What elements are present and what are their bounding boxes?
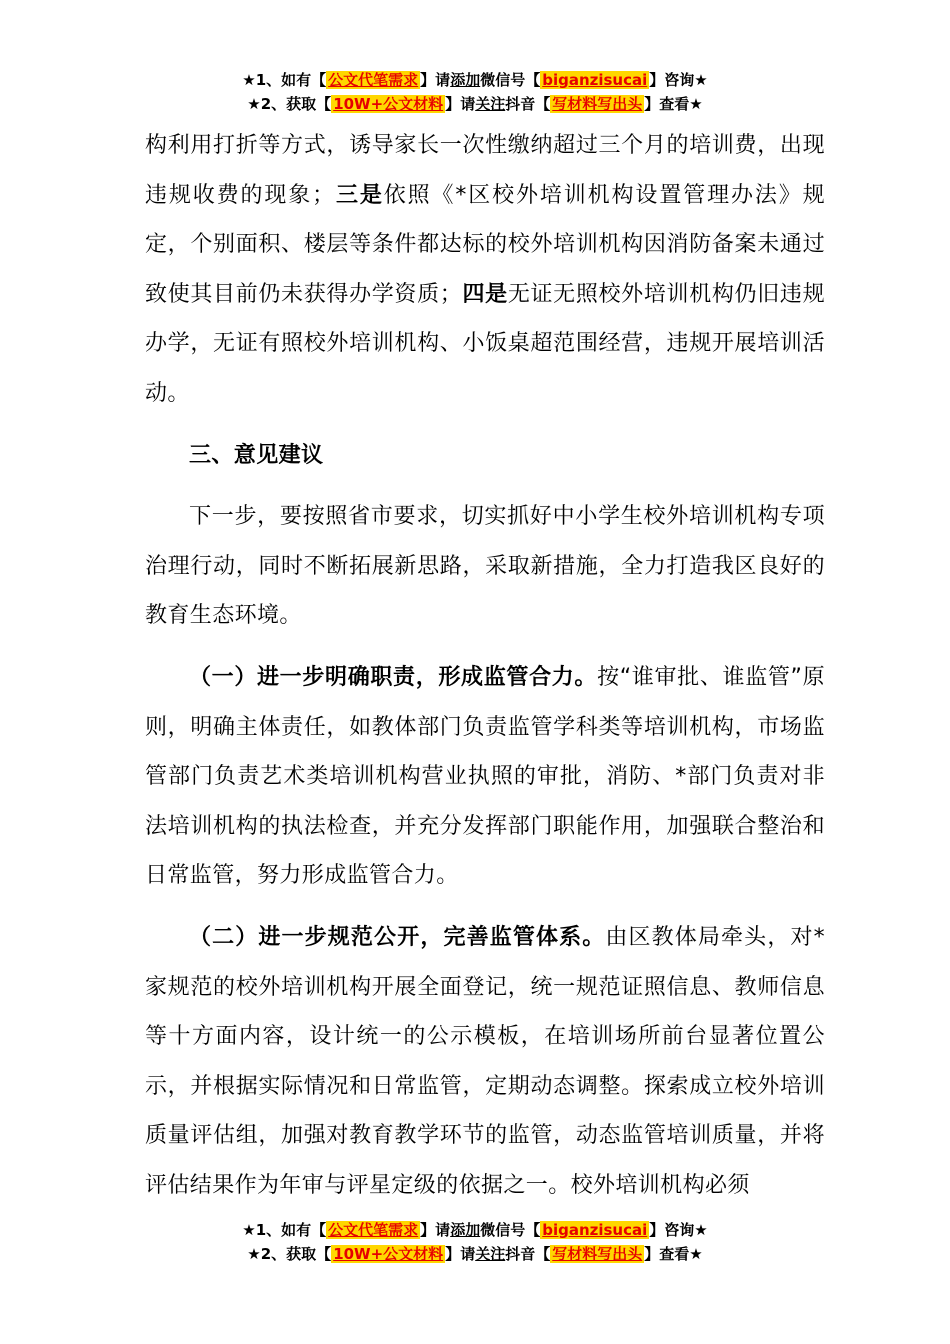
banner-text: 】请 [420,1221,451,1239]
highlight-wechat-id: biganzisucai [542,1221,648,1239]
paragraph-item-2 [145,913,825,1211]
banner-text: 微信号【 [480,1221,541,1239]
highlight-wechat-id: biganzisucai [542,71,648,89]
paragraph-text: 依照《*区校外培训机构设置管理办法》规定，个别面积、楼层等条件都达标的校外培训机构因消防备案未通过致使其目前仍未获得办学资质； [145,182,825,307]
banner-text: 】请 [445,95,476,113]
bottom-banner [0,1218,950,1266]
banner-text: ★2、获取【 [247,95,332,113]
highlight-service: 公文代笔需求 [328,1221,419,1239]
banner-text: ★2、获取【 [247,1245,332,1263]
banner-text: ★1、如有【 [242,1221,327,1239]
banner-text: 】咨询★ [649,1221,708,1239]
banner-text: 抖音【 [505,1245,551,1263]
banner-text: 】请 [445,1245,476,1263]
banner-line-1 [0,68,950,92]
highlight-service: 公文代笔需求 [328,71,419,89]
banner-emphasis: 添加 [450,71,481,89]
document-body [145,121,825,1210]
banner-text: 微信号【 [480,71,541,89]
item-title: （一）进一步明确职责，形成监管合力。 [189,664,598,690]
banner-text: 】查看★ [644,1245,703,1263]
section-heading: 三、意见建议 [189,442,324,468]
paragraph-intro: 下一步，要按照省市要求，切实抓好中小学生校外培训机构专项治理行动，同时不断拓展新思路，采取新措施，全力打造我区良好的教育生态环境。 [145,504,825,629]
banner-line-1 [0,1218,950,1242]
banner-emphasis: 关注 [475,1245,506,1263]
paragraph-problems [145,121,825,419]
paragraph-item-1 [145,653,825,901]
item-title: （二）进一步规范公开，完善监管体系。 [189,924,606,950]
paragraph-text: 无证无照校外培训机构仍旧违规办学，无证有照校外培训机构、小饭桌超范围经营，违规开展培训活动。 [145,281,825,406]
highlight-materials: 10W+公文材料 [333,95,444,113]
paragraph-text: 构利用打折等方式，诱导家长一次性缴纳超过三个月的培训费，出现违规收费的现象； [145,133,825,208]
banner-emphasis: 关注 [475,95,506,113]
highlight-douyin: 写材料写出头 [552,95,643,113]
top-banner [0,68,950,116]
banner-text: 】咨询★ [649,71,708,89]
paragraph-text: 由区教体局牵头，对*家规范的校外培训机构开展全面登记，统一规范证照信息、教师信息等十方面内容，设计统一的公示模板，在培训场所前台显著位置公示，并根据实际情况和日常监管，定期动态调整。探索成立校外培训质量评估组，加强对教育教学环节的监管，动态监管培训质量，并将评估结果作为年审与评星定级的依据之一。校外培训机构必须 [145,924,825,1198]
banner-text: 】查看★ [644,95,703,113]
highlight-douyin: 写材料写出头 [552,1245,643,1263]
banner-emphasis: 添加 [450,1221,481,1239]
paragraph-text: 按“谁审批、谁监管”原则，明确主体责任，如教体部门负责监管学科类等培训机构，市场监管部门负责艺术类培训机构营业执照的审批，消防、*部门负责对非法培训机构的执法检查，并充分发挥部门职能作用，加强联合整治和日常监管，努力形成监管合力。 [145,664,826,889]
bold-marker: 三是 [334,182,384,208]
banner-text: 】请 [420,71,451,89]
bold-marker: 四是 [462,281,508,307]
banner-text: 抖音【 [505,95,551,113]
banner-text: ★1、如有【 [242,71,327,89]
banner-line-2 [0,1242,950,1266]
highlight-materials: 10W+公文材料 [333,1245,444,1263]
banner-line-2 [0,92,950,116]
